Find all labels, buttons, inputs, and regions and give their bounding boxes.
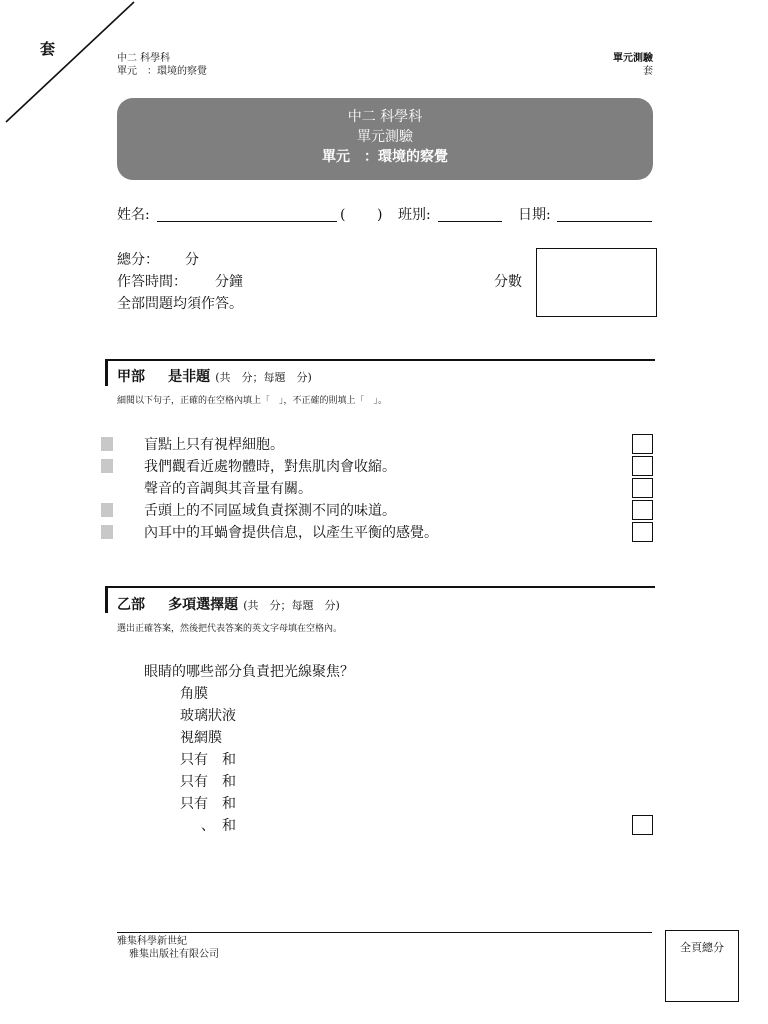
question-text: 內耳中的耳蝸會提供信息，以產生平衡的感覺。 [144, 525, 438, 541]
time-label: 作答時間： [117, 274, 187, 290]
section-b-meta: (共 分；每題 分) [243, 599, 340, 612]
section-b-instruction: 選出正確答案，然後把代表答案的英文字母填在空格內。 [117, 624, 343, 634]
question-text: 舌頭上的不同區域負責探測不同的味道。 [144, 503, 396, 519]
banner-unit: 單元 ：環境的察覺 [322, 149, 448, 165]
answer-box[interactable] [632, 478, 653, 498]
mc-option: 只有 和 [180, 752, 236, 768]
name-field[interactable] [157, 220, 337, 222]
section-a-bar [105, 359, 108, 386]
mc-option: 、 和 [201, 818, 236, 834]
class-number-open: ( [340, 207, 346, 223]
section-a-title: 是非題 [168, 369, 211, 385]
footer-series: 雅集科學新世紀 [117, 936, 187, 947]
class-number-close: ) [377, 207, 383, 223]
instruction-all-questions: 全部問題均須作答。 [117, 296, 243, 312]
answer-box[interactable] [632, 434, 653, 454]
question-text: 盲點上只有視桿細胞。 [144, 437, 284, 453]
mc-item: 角膜 [180, 686, 208, 702]
question-text: 我們觀看近處物體時，對焦肌肉會收縮。 [144, 459, 396, 475]
mc-option: 只有 和 [180, 796, 236, 812]
class-field[interactable] [438, 220, 502, 222]
header-set: 套 [643, 66, 653, 77]
section-b-part: 乙部 [117, 597, 145, 613]
mc-answer-box[interactable] [632, 815, 653, 835]
score-box[interactable] [536, 248, 657, 317]
mc-item: 視網膜 [180, 730, 222, 746]
section-a-instruction: 細閱以下句子，正確的在空格內填上「 」，不正確的則填上「 」。 [117, 396, 388, 406]
banner-subject: 中二 科學科 [347, 109, 423, 125]
banner-test-title: 單元測驗 [357, 129, 413, 145]
mc-question-text: 眼睛的哪些部分負責把光線聚焦？ [144, 664, 354, 680]
score-label: 分數 [494, 274, 522, 290]
section-b-bar [105, 586, 108, 613]
page-total-label: 全頁總分 [680, 941, 724, 954]
answer-box[interactable] [632, 456, 653, 476]
footer-publisher: 雅集出版社有限公司 [129, 949, 219, 960]
name-label: 姓名: [117, 207, 150, 223]
total-marks-unit: 分 [185, 252, 199, 268]
mc-option: 只有 和 [180, 774, 236, 790]
section-b-rule [105, 586, 655, 588]
question-marker [101, 459, 113, 473]
corner-set-label: 套 [40, 40, 56, 58]
class-label: 班別: [398, 207, 431, 223]
question-text: 聲音的音調與其音量有關。 [144, 481, 312, 497]
footer-rule [117, 932, 652, 933]
time-unit: 分鐘 [215, 274, 243, 290]
question-marker [101, 525, 113, 539]
header-test-title: 單元測驗 [613, 53, 653, 64]
total-marks-label: 總分： [117, 252, 159, 268]
header-unit: 單元 ：環境的察覺 [117, 66, 207, 77]
question-marker [101, 503, 113, 517]
mc-item: 玻璃狀液 [180, 708, 236, 724]
section-a-part: 甲部 [117, 369, 145, 385]
answer-box[interactable] [632, 500, 653, 520]
date-label: 日期: [518, 207, 551, 223]
page-total-box[interactable] [665, 930, 739, 1002]
section-a-rule [105, 359, 655, 361]
date-field[interactable] [557, 220, 652, 222]
section-a-meta: (共 分；每題 分) [215, 371, 312, 384]
answer-box[interactable] [632, 522, 653, 542]
section-b-heading [117, 594, 340, 614]
section-b-title: 多項選擇題 [168, 597, 239, 613]
class-number-field[interactable] [352, 206, 374, 222]
section-a-heading [117, 366, 312, 386]
header-subject: 中二 科學科 [117, 53, 171, 64]
question-marker [101, 437, 113, 451]
title-banner [117, 98, 653, 180]
